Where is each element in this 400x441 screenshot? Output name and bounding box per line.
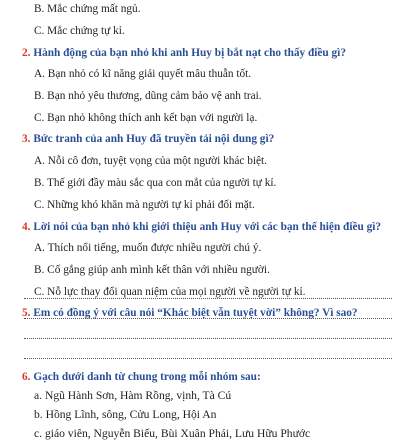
answer-line	[24, 298, 392, 299]
question-text: Hành động của bạn nhỏ khi anh Huy bị bắt nạt cho thấy điều gì?	[33, 47, 346, 59]
question-number: 6.	[22, 371, 31, 383]
question-2	[22, 46, 346, 60]
answer-line	[24, 338, 392, 339]
q6-group-a: a. Ngũ Hành Sơn, Hàm Rồng, vịnh, Tà Cú	[34, 389, 232, 402]
question-text: Em có đồng ý với câu nói “Khác biệt vẫn tuyệt vời” không? Vì sao?	[33, 307, 358, 319]
q6-group-b: b. Hồng Lĩnh, sông, Cửu Long, Hội An	[34, 408, 217, 421]
question-text: Bức tranh của anh Huy đã truyền tải nội dung gì?	[33, 133, 275, 145]
question-number: 2.	[22, 47, 31, 59]
q2-option-b: B. Bạn nhỏ yêu thương, dũng cảm bảo vệ anh trai.	[34, 90, 262, 102]
q4-option-a: A. Thích nổi tiếng, muốn được nhiều người chú ý.	[34, 242, 262, 254]
q4-option-c: C. Nỗ lực thay đổi quan niệm của mọi người về người tự kỉ.	[34, 286, 306, 298]
question-number: 3.	[22, 133, 31, 145]
question-text: Gạch dưới danh từ chung trong mỗi nhóm sau:	[33, 371, 261, 383]
q2-option-a: A. Bạn nhỏ có kĩ năng giải quyết mâu thuẫn tốt.	[34, 68, 252, 80]
q4-option-b: B. Cố gắng giúp anh mình kết thân với nhiều người.	[34, 264, 270, 276]
question-6	[22, 370, 261, 384]
q3-option-b: B. Thế giới đầy màu sắc qua con mắt của người tự kỉ.	[34, 177, 277, 189]
q1-option-c: C. Mắc chứng tự kỉ.	[34, 25, 125, 37]
q3-option-a: A. Nỗi cô đơn, tuyệt vọng của một người khác biệt.	[34, 155, 267, 167]
q6-group-c: c. giáo viên, Nguyễn Biểu, Bùi Xuân Phái, Lưu Hữu Phước	[34, 427, 311, 440]
answer-line	[24, 318, 392, 319]
answer-line	[24, 358, 392, 359]
question-4	[22, 220, 381, 234]
question-text: Lời nói của bạn nhỏ khi giới thiệu anh Huy với các bạn thể hiện điều gì?	[33, 221, 382, 233]
question-number: 5.	[22, 307, 31, 319]
q3-option-c: C. Những khó khăn mà người tự kỉ phải đối mặt.	[34, 199, 255, 211]
question-number: 4.	[22, 221, 31, 233]
question-3	[22, 132, 274, 146]
q1-option-b: B. Mắc chứng mất ngủ.	[34, 3, 141, 15]
q2-option-c: C. Bạn nhỏ không thích anh kết bạn với người lạ.	[34, 112, 258, 124]
